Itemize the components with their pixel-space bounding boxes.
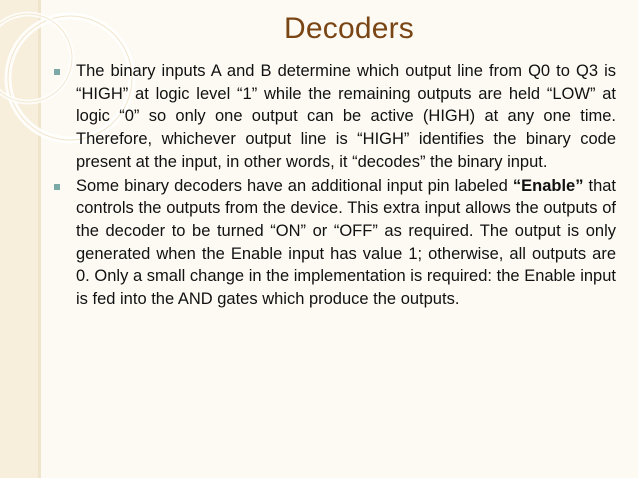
- bullet-list: [52, 60, 616, 312]
- side-panel: [0, 0, 38, 478]
- bullet-text-after: that controls the outputs from the device. This extra input allows the outputs of the decoder to be turned “ON” or “OFF” as required. The output is only generated when the Enable input has value 1; otherwise, all outputs are 0. Only a small change in the implementation is required: the Enable input is fed into the AND gates which produce the outputs.: [76, 176, 617, 309]
- bullet-item: [52, 175, 616, 311]
- panel-divider: [38, 0, 41, 478]
- bullet-text-before: Some binary decoders have an additional input pin labeled: [76, 176, 513, 195]
- bullet-text: [76, 175, 616, 311]
- bullet-marker-icon: [54, 69, 60, 75]
- bullet-text: The binary inputs A and B determine which output line from Q0 to Q3 is “HIGH” at logic level “1” while the remaining outputs are held “LOW” at logic “0” so only one output can be active (HIGH) at any one time. Therefore, whichever output line is “HIGH” identifies the binary code present at the input, in other words, it “decodes” the binary input.: [76, 62, 616, 171]
- bullet-item: [52, 60, 616, 174]
- slide-title: Decoders: [284, 12, 414, 45]
- bullet-marker-icon: [54, 184, 60, 190]
- enable-bold-term: “Enable”: [512, 176, 584, 195]
